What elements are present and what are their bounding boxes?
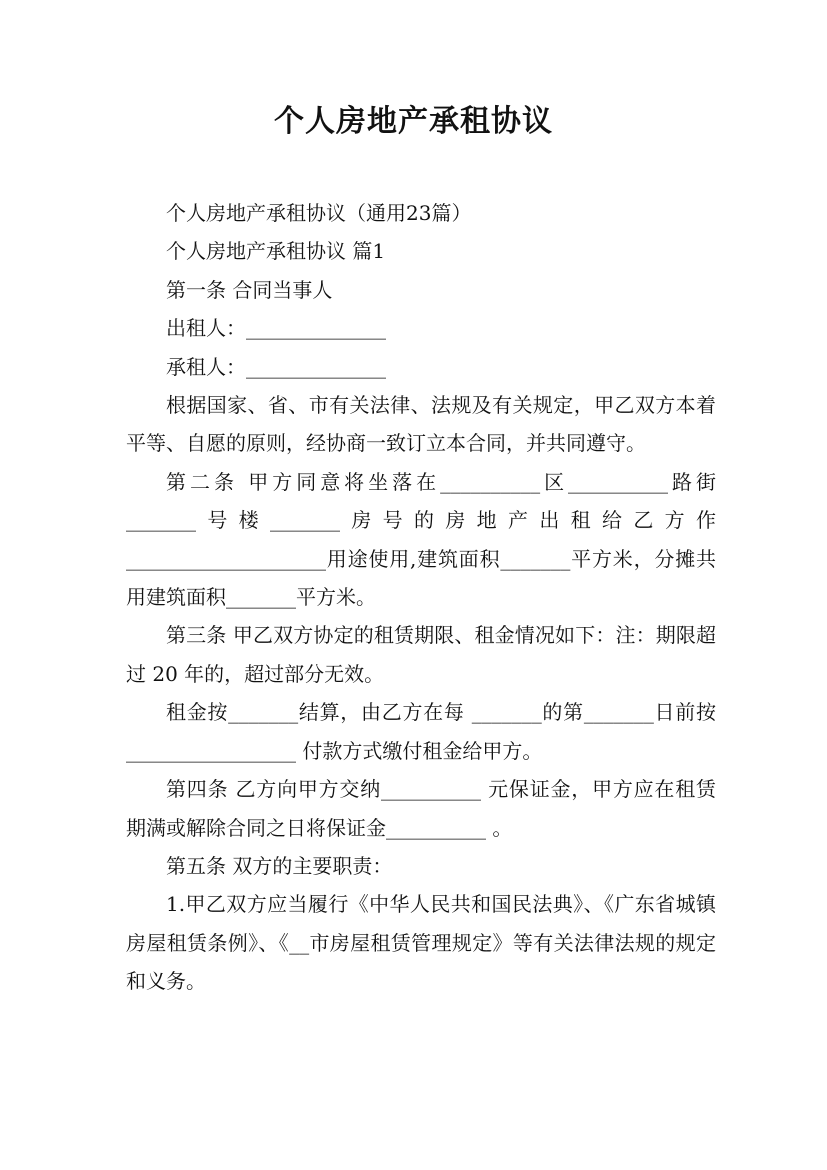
paragraph-article-5: 第五条 双方的主要职责： — [166, 853, 393, 878]
paragraph-rent-terms: 租金按_______结算，由乙方在每 _______的第_______日前按_________________ 付款方式缴付租金给甲方。 — [126, 700, 716, 763]
paragraph-preamble: 根据国家、省、市有关法律、法规及有关规定，甲乙双方本着平等、自愿的原则，经协商一致订立本合同，并共同遵守。 — [126, 393, 716, 456]
paragraph-article-3: 第三条 甲乙双方协定的租赁期限、租金情况如下：注：期限超过 20 年的，超过部分无效。 — [126, 623, 716, 686]
document-title: 个人房地产承租协议 — [274, 104, 553, 139]
document-body — [126, 194, 716, 1001]
paragraph-section-heading: 个人房地产承租协议 篇1 — [166, 239, 386, 264]
paragraph-lessor: 出租人：______________ — [166, 316, 386, 341]
paragraph-article-2: 第二条 甲方同意将坐落在__________区__________路街_______号楼_______房号的房地产出租给乙方作____________________用途使用,建筑面积_______平方米，分摊共用建筑面积_______平方米。 — [126, 469, 716, 610]
paragraph-subtitle: 个人房地产承租协议（通用23篇） — [166, 201, 472, 225]
paragraph-article-4: 第四条 乙方向甲方交纳__________ 元保证金，甲方应在租赁期满或解除合同之日将保证金__________ 。 — [126, 777, 716, 840]
paragraph-article-1: 第一条 合同当事人 — [166, 277, 333, 302]
paragraph-lessee: 承租人：______________ — [166, 354, 386, 379]
paragraph-duty-1: 1.甲乙双方应当履行《中华人民共和国民法典》、《广东省城镇房屋租赁条例》、《__市房屋租赁管理规定》等有关法律法规的规定和义务。 — [126, 892, 716, 994]
